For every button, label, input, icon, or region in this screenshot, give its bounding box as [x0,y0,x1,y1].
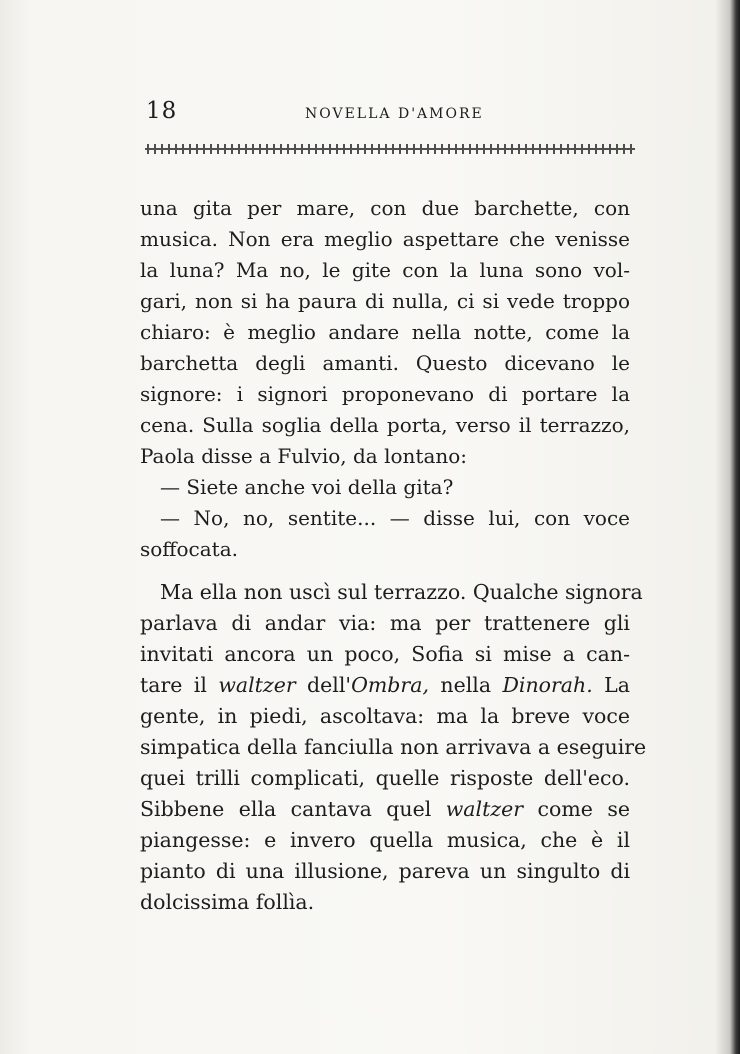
text-run: dell' [295,673,352,697]
text-line: cena. Sulla soglia della porta, verso il terrazzo, [140,413,630,437]
text-line: Paola disse a Fulvio, da lontano: [140,444,468,468]
body-text [140,193,647,918]
text-line: piangesse: e invero quella musica, che è il [140,828,630,852]
page-header [140,98,640,128]
dialogue-line: — Siete anche voi della gita? [160,475,454,499]
text-line: gari, non si ha paura di nulla, ci si vede troppo [140,289,630,313]
italic-text: waltzer [218,673,296,697]
dialogue-line: — No, no, sentite... — disse lui, con voce [160,506,630,530]
text-line-mixed [140,670,630,701]
page-number: 18 [146,98,178,124]
text-line: gente, in piedi, ascoltava: ma la breve voce [140,704,630,728]
text-line: una gita per mare, con due barchette, con [140,196,630,220]
text-line-mixed [140,794,630,825]
text-line: la luna? Ma no, le gite con la luna sono vol- [140,258,630,282]
text-run: come se [523,797,630,821]
text-line: chiaro: è meglio andare nella notte, come la [140,320,630,344]
text-line: parlava di andar via: ma per trattenere gli [140,611,630,635]
italic-text: Dinorah. [502,673,593,697]
text-line: simpatica della fanciulla non arrivava a eseguire [140,735,647,759]
text-line: Ma ella non uscì sul terrazzo. Qualche signora [160,580,643,604]
text-line: signore: i signori proponevano di portare la [140,382,630,406]
text-line: dolcissima follìa. [140,890,315,914]
text-line: pianto di una illusione, pareva un singulto di [140,859,630,883]
italic-text: waltzer [445,797,524,821]
paragraph-gap [140,565,630,577]
running-title: NOVELLA D'AMORE [305,106,484,122]
text-line: musica. Non era meglio aspettare che venisse [140,227,630,251]
decorative-rule [145,144,635,154]
dialogue-line: soffocata. [140,537,238,561]
text-run: tare il [140,673,219,697]
text-line: barchetta degli amanti. Questo dicevano le [140,351,630,375]
text-run: nella [428,673,503,697]
text-line: quei trilli complicati, quelle risposte dell'eco. [140,766,630,790]
text-run: Sibbene ella cantava quel [140,797,446,821]
text-line: invitati ancora un poco, Sofia si mise a can- [140,642,630,666]
italic-text: Ombra, [351,673,429,697]
text-run: La [592,673,630,697]
